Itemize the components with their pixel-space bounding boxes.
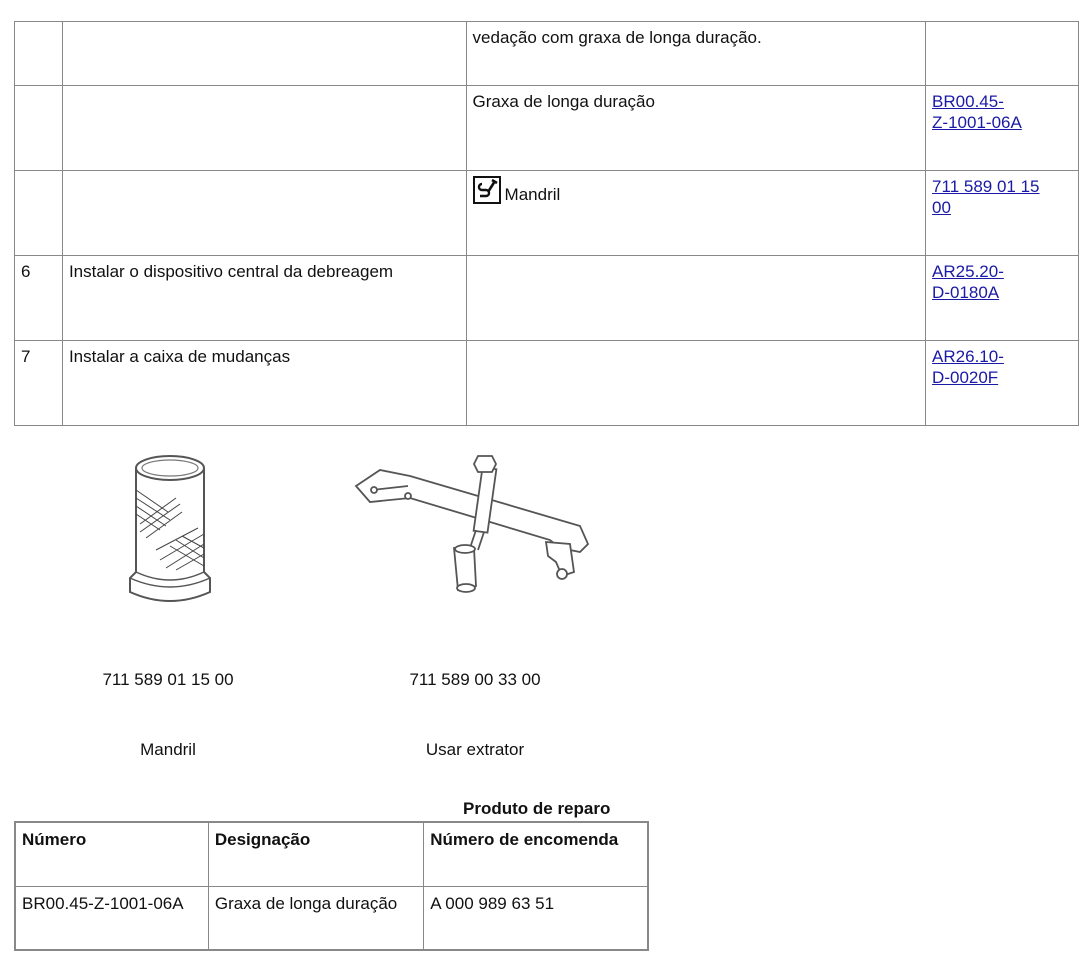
step-detail: Graxa de longa duração — [466, 86, 926, 171]
designation-cell: Graxa de longa duração — [208, 886, 423, 950]
figure-label: Mandril — [140, 740, 196, 759]
table-row — [15, 341, 1079, 426]
step-number — [15, 171, 63, 256]
table-row — [15, 256, 1079, 341]
step-number — [15, 86, 63, 171]
column-header: Número — [15, 822, 208, 886]
step-reference — [926, 341, 1079, 426]
repair-product-table — [14, 821, 649, 951]
step-detail — [466, 341, 926, 426]
column-header: Designação — [208, 822, 423, 886]
step-action: Instalar a caixa de mudanças — [62, 341, 466, 426]
step-detail: vedação com graxa de longa duração. — [466, 22, 926, 86]
repair-product-title: Produto de reparo — [463, 799, 611, 818]
reference-link[interactable]: 711 589 01 15 00 — [932, 177, 1040, 217]
step-action — [62, 22, 466, 86]
reference-link[interactable]: AR25.20- D-0180A — [932, 262, 1004, 302]
step-reference — [926, 171, 1079, 256]
reference-link[interactable]: AR26.10- D-0020F — [932, 347, 1004, 387]
table-row — [15, 171, 1079, 256]
figure-number: 711 589 01 15 00 — [102, 670, 234, 689]
step-action: Instalar o dispositivo central da debreagem — [62, 256, 466, 341]
column-header: Número de encomenda — [424, 822, 648, 886]
table-row — [15, 886, 648, 950]
step-number: 7 — [15, 341, 63, 426]
step-number — [15, 22, 63, 86]
figure-number: 711 589 00 33 00 — [409, 670, 541, 689]
tool-name: Mandril — [504, 185, 561, 204]
extractor-illustration — [350, 452, 595, 597]
step-reference — [926, 22, 1079, 86]
step-reference — [926, 86, 1079, 171]
order-number-cell: A 000 989 63 51 — [424, 886, 648, 950]
step-number: 6 — [15, 256, 63, 341]
reference-link[interactable]: BR00.45- Z-1001-06A — [932, 92, 1022, 132]
step-action — [62, 171, 466, 256]
figure-label: Usar extrator — [425, 740, 525, 759]
table-row — [15, 22, 1079, 86]
steps-table — [14, 21, 1079, 426]
step-detail — [466, 256, 926, 341]
step-reference — [926, 256, 1079, 341]
table-header-row — [15, 822, 648, 886]
table-row — [15, 86, 1079, 171]
step-detail — [466, 171, 926, 256]
step-action — [62, 86, 466, 171]
mandrel-illustration — [120, 450, 220, 610]
part-number-cell: BR00.45-Z-1001-06A — [15, 886, 208, 950]
tool-wrench-icon — [473, 176, 501, 204]
